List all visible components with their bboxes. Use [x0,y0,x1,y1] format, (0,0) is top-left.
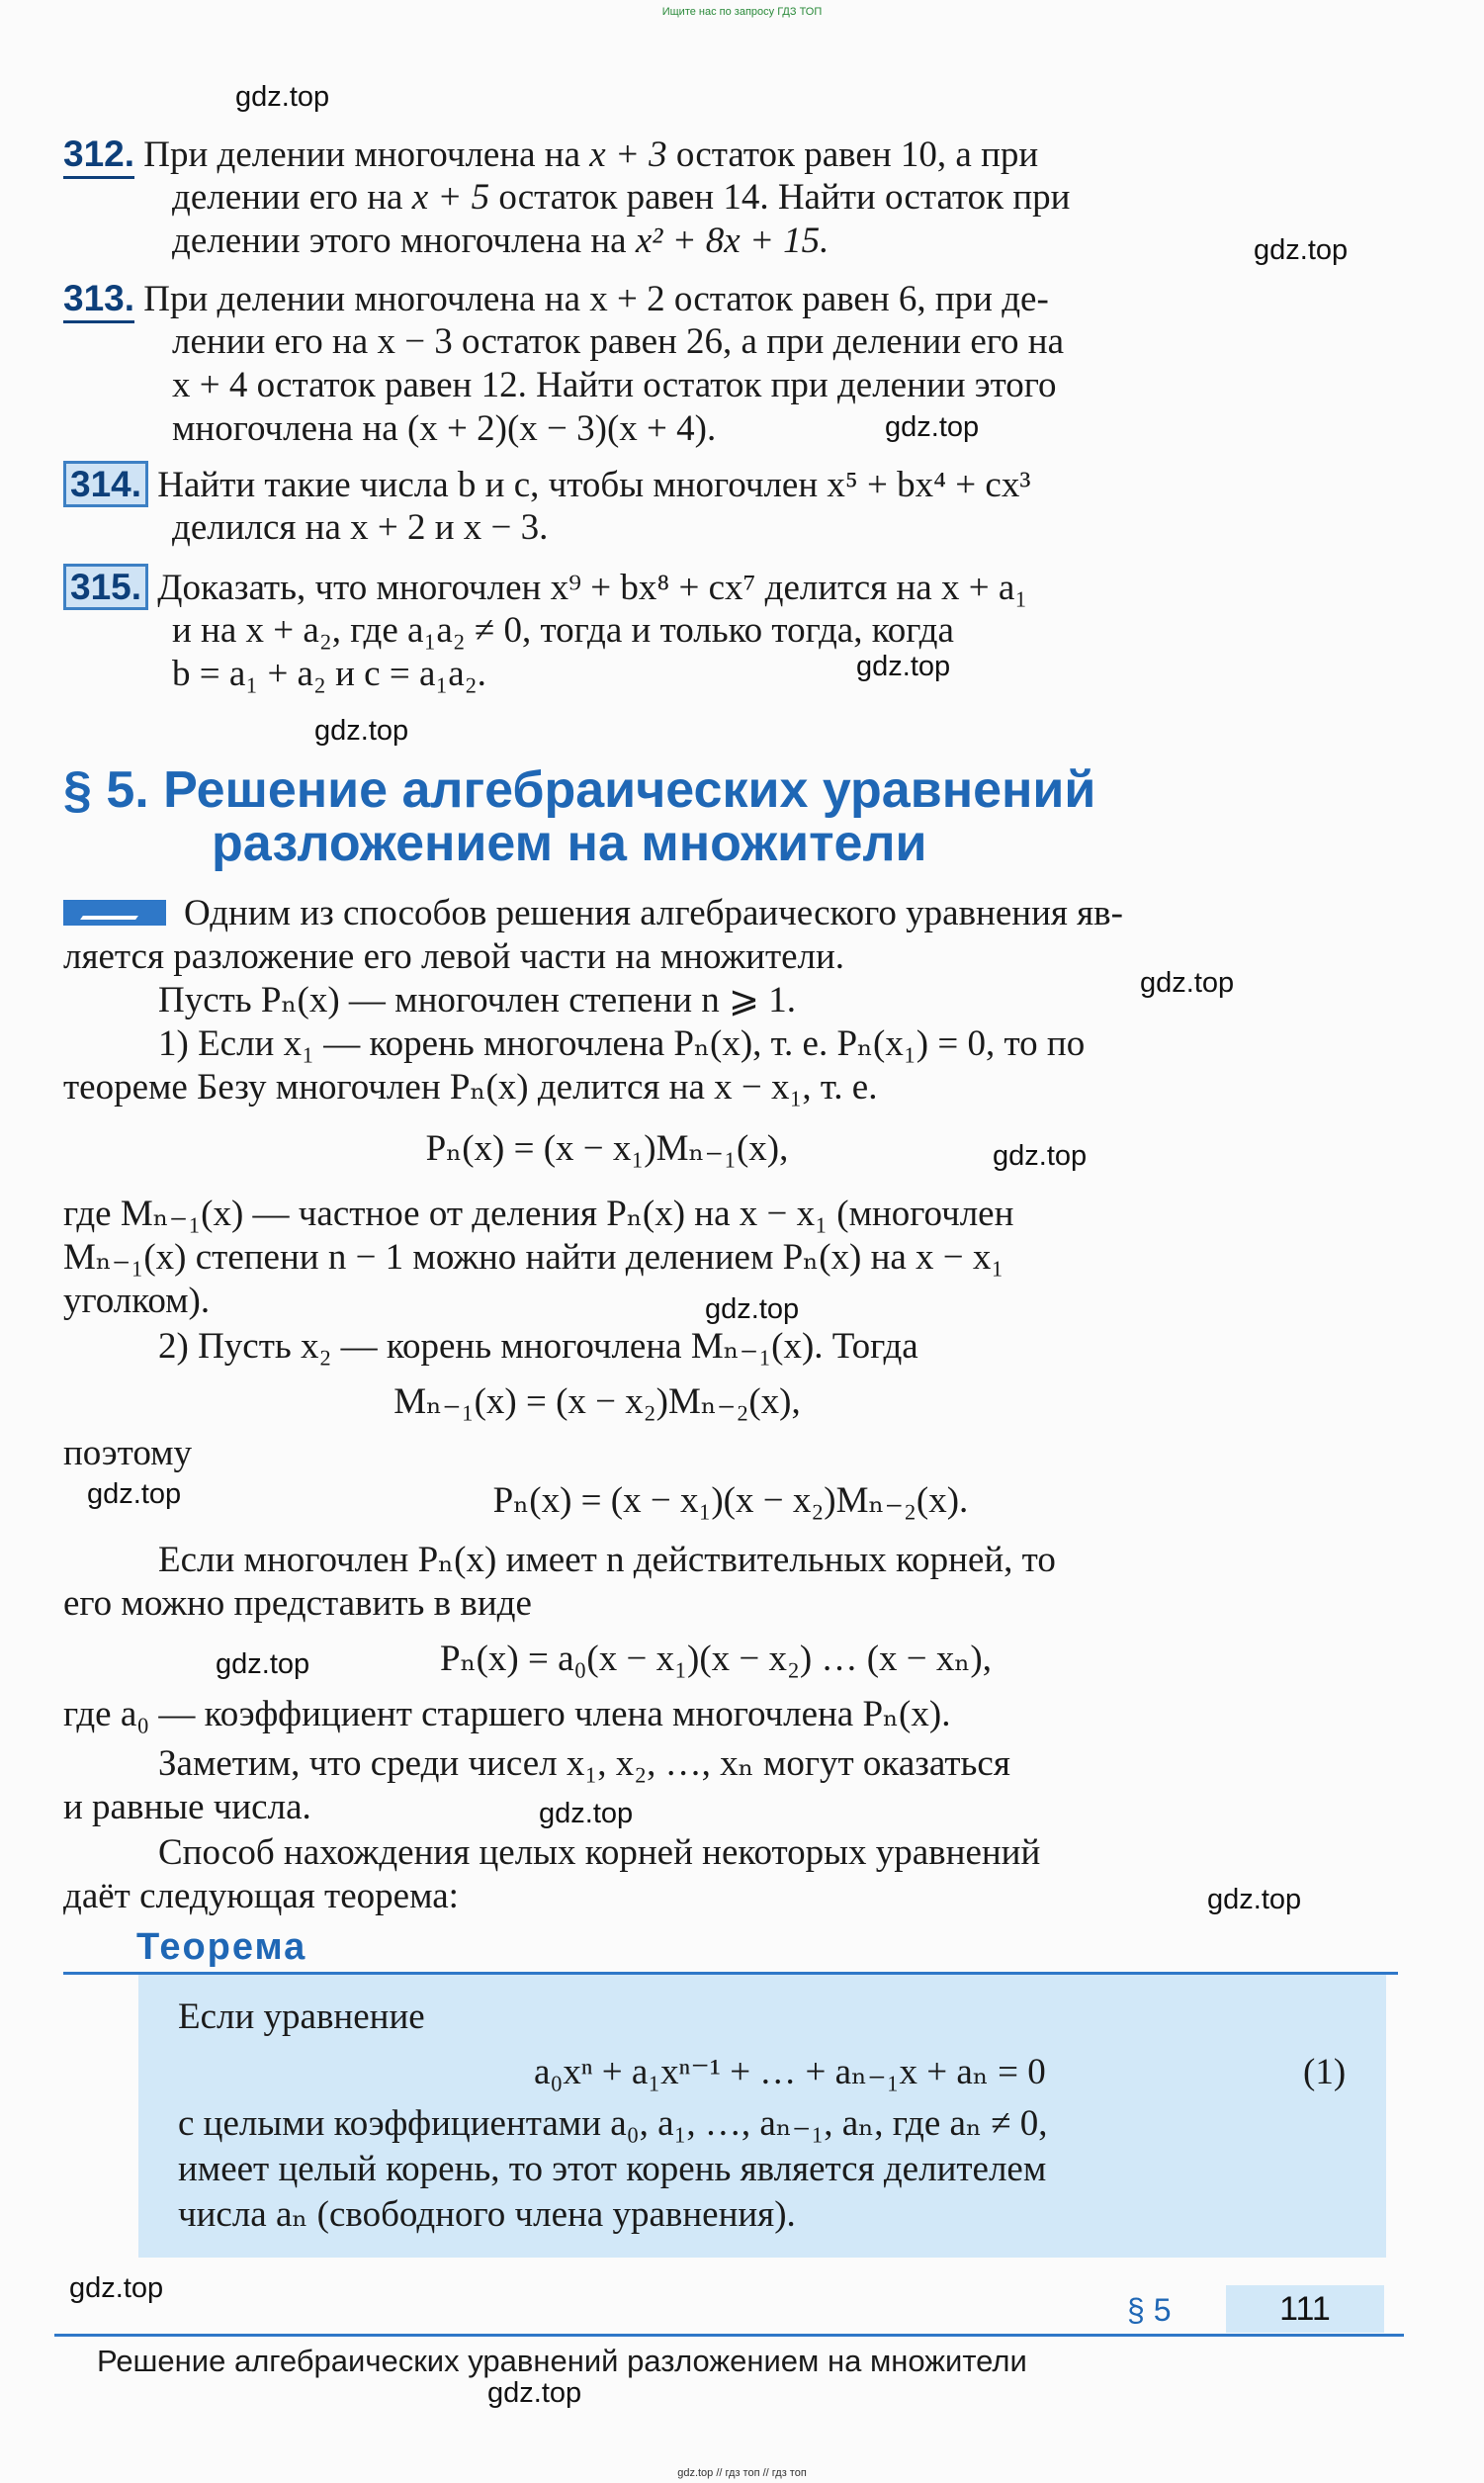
theorem-text: числа aₙ (свободного члена уравнения). [178,2194,796,2235]
problem-315-line: b = a₁ + a₂ и c = a₁a₂. [172,654,486,694]
theorem-text: имеет целый корень, то этот корень является делителем [178,2149,1047,2189]
theorem-formula: a₀xⁿ + a₁xⁿ⁻¹ + … + aₙ₋₁x + aₙ = 0 [534,2052,1046,2092]
section-title: § 5. Решение алгебраических уравнений [63,761,1096,819]
watermark: gdz.top [993,1140,1088,1172]
formula: Pₙ(x) = (x − x₁)(x − x₂)Mₙ₋₂(x). [492,1480,969,1521]
header-watermark: Ищите нас по запросу ГДЗ ТОП [661,6,823,18]
problem-313-line: лении его на x − 3 остаток равен 26, а при делении его на [172,321,1065,362]
problem-312-line: 312. При делении многочлена на x + 3 остаток равен 10, а при [63,133,1398,177]
watermark: gdz.top [1140,967,1235,999]
body-text: где a₀ — коэффициент старшего члена многочлена Pₙ(x). [63,1694,951,1734]
body-text: Если многочлен Pₙ(x) имеет n действительных корней, то [158,1540,1056,1580]
watermark: gdz.top [885,411,980,443]
watermark: gdz.top [235,81,330,113]
watermark: gdz.top [216,1648,310,1680]
problem-number: 314. [63,461,148,507]
watermark: gdz.top [69,2272,164,2304]
watermark: gdz.top [487,2377,582,2409]
body-text: Способ нахождения целых корней некоторых уравнений [158,1832,1041,1873]
problem-315-line: и на x + a₂, где a₁a₂ ≠ 0, тогда и только тогда, когда [172,610,954,651]
watermark: gdz.top [1207,1884,1302,1915]
footer-section: § 5 [1127,2292,1172,2328]
body-text: поэтому [63,1433,193,1473]
body-text: уголком). [63,1281,211,1321]
body-text: Пусть Pₙ(x) — многочлен степени n ⩾ 1. [158,980,797,1020]
problem-312-line: делении его на x + 5 остаток равен 14. Найти остаток при [172,177,1071,218]
body-text: его можно представить в виде [63,1583,532,1624]
body-text: 1) Если x₁ — корень многочлена Pₙ(x), т. е. Pₙ(x₁) = 0, то по [158,1023,1086,1064]
formula: Pₙ(x) = (x − x₁)Mₙ₋₁(x), [425,1128,789,1169]
watermark: gdz.top [539,1798,634,1829]
body-text: Заметим, что среди чисел x₁, x₂, …, xₙ могут оказаться [158,1743,1010,1784]
problem-314-line: делился на x + 2 и x − 3. [172,507,549,548]
body-text: Mₙ₋₁(x) степени n − 1 можно найти делением Pₙ(x) на x − x₁ [63,1237,1004,1278]
problem-312-line: делении этого многочлена на x² + 8x + 15. [172,221,829,261]
watermark: gdz.top [705,1293,800,1325]
body-text: теореме Безу многочлен Pₙ(x) делится на x − x₁, т. е. [63,1067,878,1108]
section-marker-icon [63,900,166,926]
body-text: даёт следующая теорема: [63,1876,459,1916]
footer-title: Решение алгебраических уравнений разложением на множители [97,2344,1027,2378]
body-text: ляется разложение его левой части на множители. [63,936,845,977]
formula: Mₙ₋₁(x) = (x − x₂)Mₙ₋₂(x), [393,1381,801,1422]
problem-number: 313. [63,278,134,323]
problem-315-line: 315. Доказать, что многочлен x⁹ + bx⁸ + cx⁷ делится на x + a₁ [63,566,1398,610]
body-text: и равные числа. [63,1787,311,1827]
theorem-text: с целыми коэффициентами a₀, a₁, …, aₙ₋₁, aₙ, где aₙ ≠ 0, [178,2103,1048,2144]
page-number: 111 [1226,2285,1384,2333]
equation-number: (1) [1303,2052,1347,2092]
footer-watermark: gdz.top // гдз топ // гдз топ [677,2467,807,2479]
problem-313-line: многочлена на (x + 2)(x − 3)(x + 4). [172,408,717,449]
formula: Pₙ(x) = a₀(x − x₁)(x − x₂) … (x − xₙ), [440,1639,992,1679]
body-text: Одним из способов решения алгебраического уравнения яв- [184,893,1123,933]
watermark: gdz.top [314,715,409,747]
watermark: gdz.top [856,651,951,682]
problem-number: 315. [63,564,148,610]
watermark: gdz.top [1254,234,1349,266]
footer-divider [54,2334,1404,2337]
watermark: gdz.top [87,1478,182,1510]
body-text: 2) Пусть x₂ — корень многочлена Mₙ₋₁(x). Тогда [158,1326,918,1367]
body-text: где Mₙ₋₁(x) — частное от деления Pₙ(x) на x − x₁ (многочлен [63,1194,1014,1234]
theorem-title: Теорема [136,1926,307,1968]
theorem-text: Если уравнение [178,1996,425,2037]
problem-313-line: x + 4 остаток равен 12. Найти остаток при делении этого [172,365,1057,405]
problem-314-line: 314. Найти такие числа b и c, чтобы многочлен x⁵ + bx⁴ + cx³ [63,463,1398,507]
problem-313-line: 313. При делении многочлена на x + 2 остаток равен 6, при де- [63,277,1398,321]
section-subtitle: разложением на множители [212,815,927,872]
problem-number: 312. [63,133,134,179]
